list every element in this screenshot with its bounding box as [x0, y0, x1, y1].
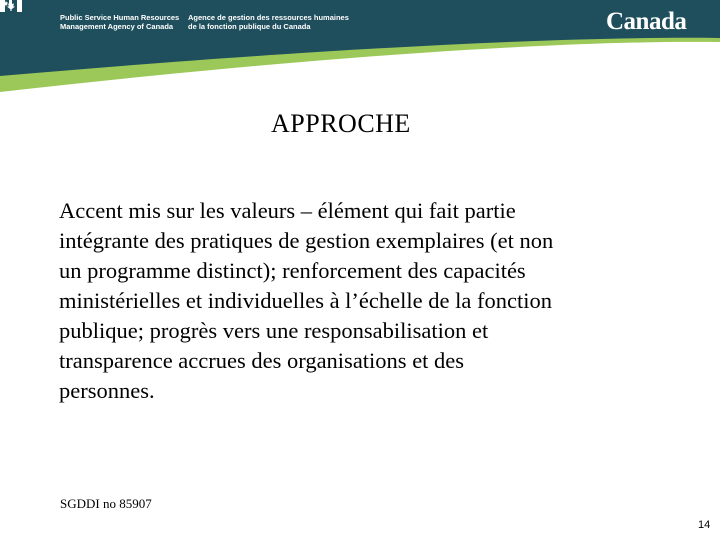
- canada-wordmark: Canada: [606, 8, 687, 35]
- org-name-french: [188, 13, 349, 31]
- org-name-french-line-1: Agence de gestion des ressources humaines: [188, 13, 349, 22]
- body-line: transparence accrues des organisations et des: [59, 348, 465, 373]
- org-name-english-line-2: Management Agency of Canada: [60, 22, 174, 31]
- org-name-french-line-2: de la fonction publique du Canada: [188, 22, 311, 31]
- body-line: intégrante des pratiques de gestion exemplaires (et non: [59, 228, 554, 253]
- slide-title: APPROCHE: [271, 109, 411, 138]
- body-line: personnes.: [59, 378, 155, 403]
- body-line: ministérielles et individuelles à l’échelle de la fonction: [59, 288, 552, 313]
- body-line: un programme distinct); renforcement des capacités: [59, 258, 526, 283]
- body-line: publique; progrès vers une responsabilisation et: [59, 318, 489, 343]
- body-line: Accent mis sur les valeurs – élément qui fait partie: [59, 198, 516, 223]
- org-name-english-line-1: Public Service Human Resources: [60, 13, 180, 22]
- header-banner: [0, 0, 720, 100]
- page-number: 14: [698, 519, 711, 531]
- slide-body: [59, 196, 699, 406]
- org-name-english: [60, 13, 179, 31]
- wordmark-flag-icon: [0, 0, 12, 7]
- document-reference: SGDDI no 85907: [60, 496, 152, 511]
